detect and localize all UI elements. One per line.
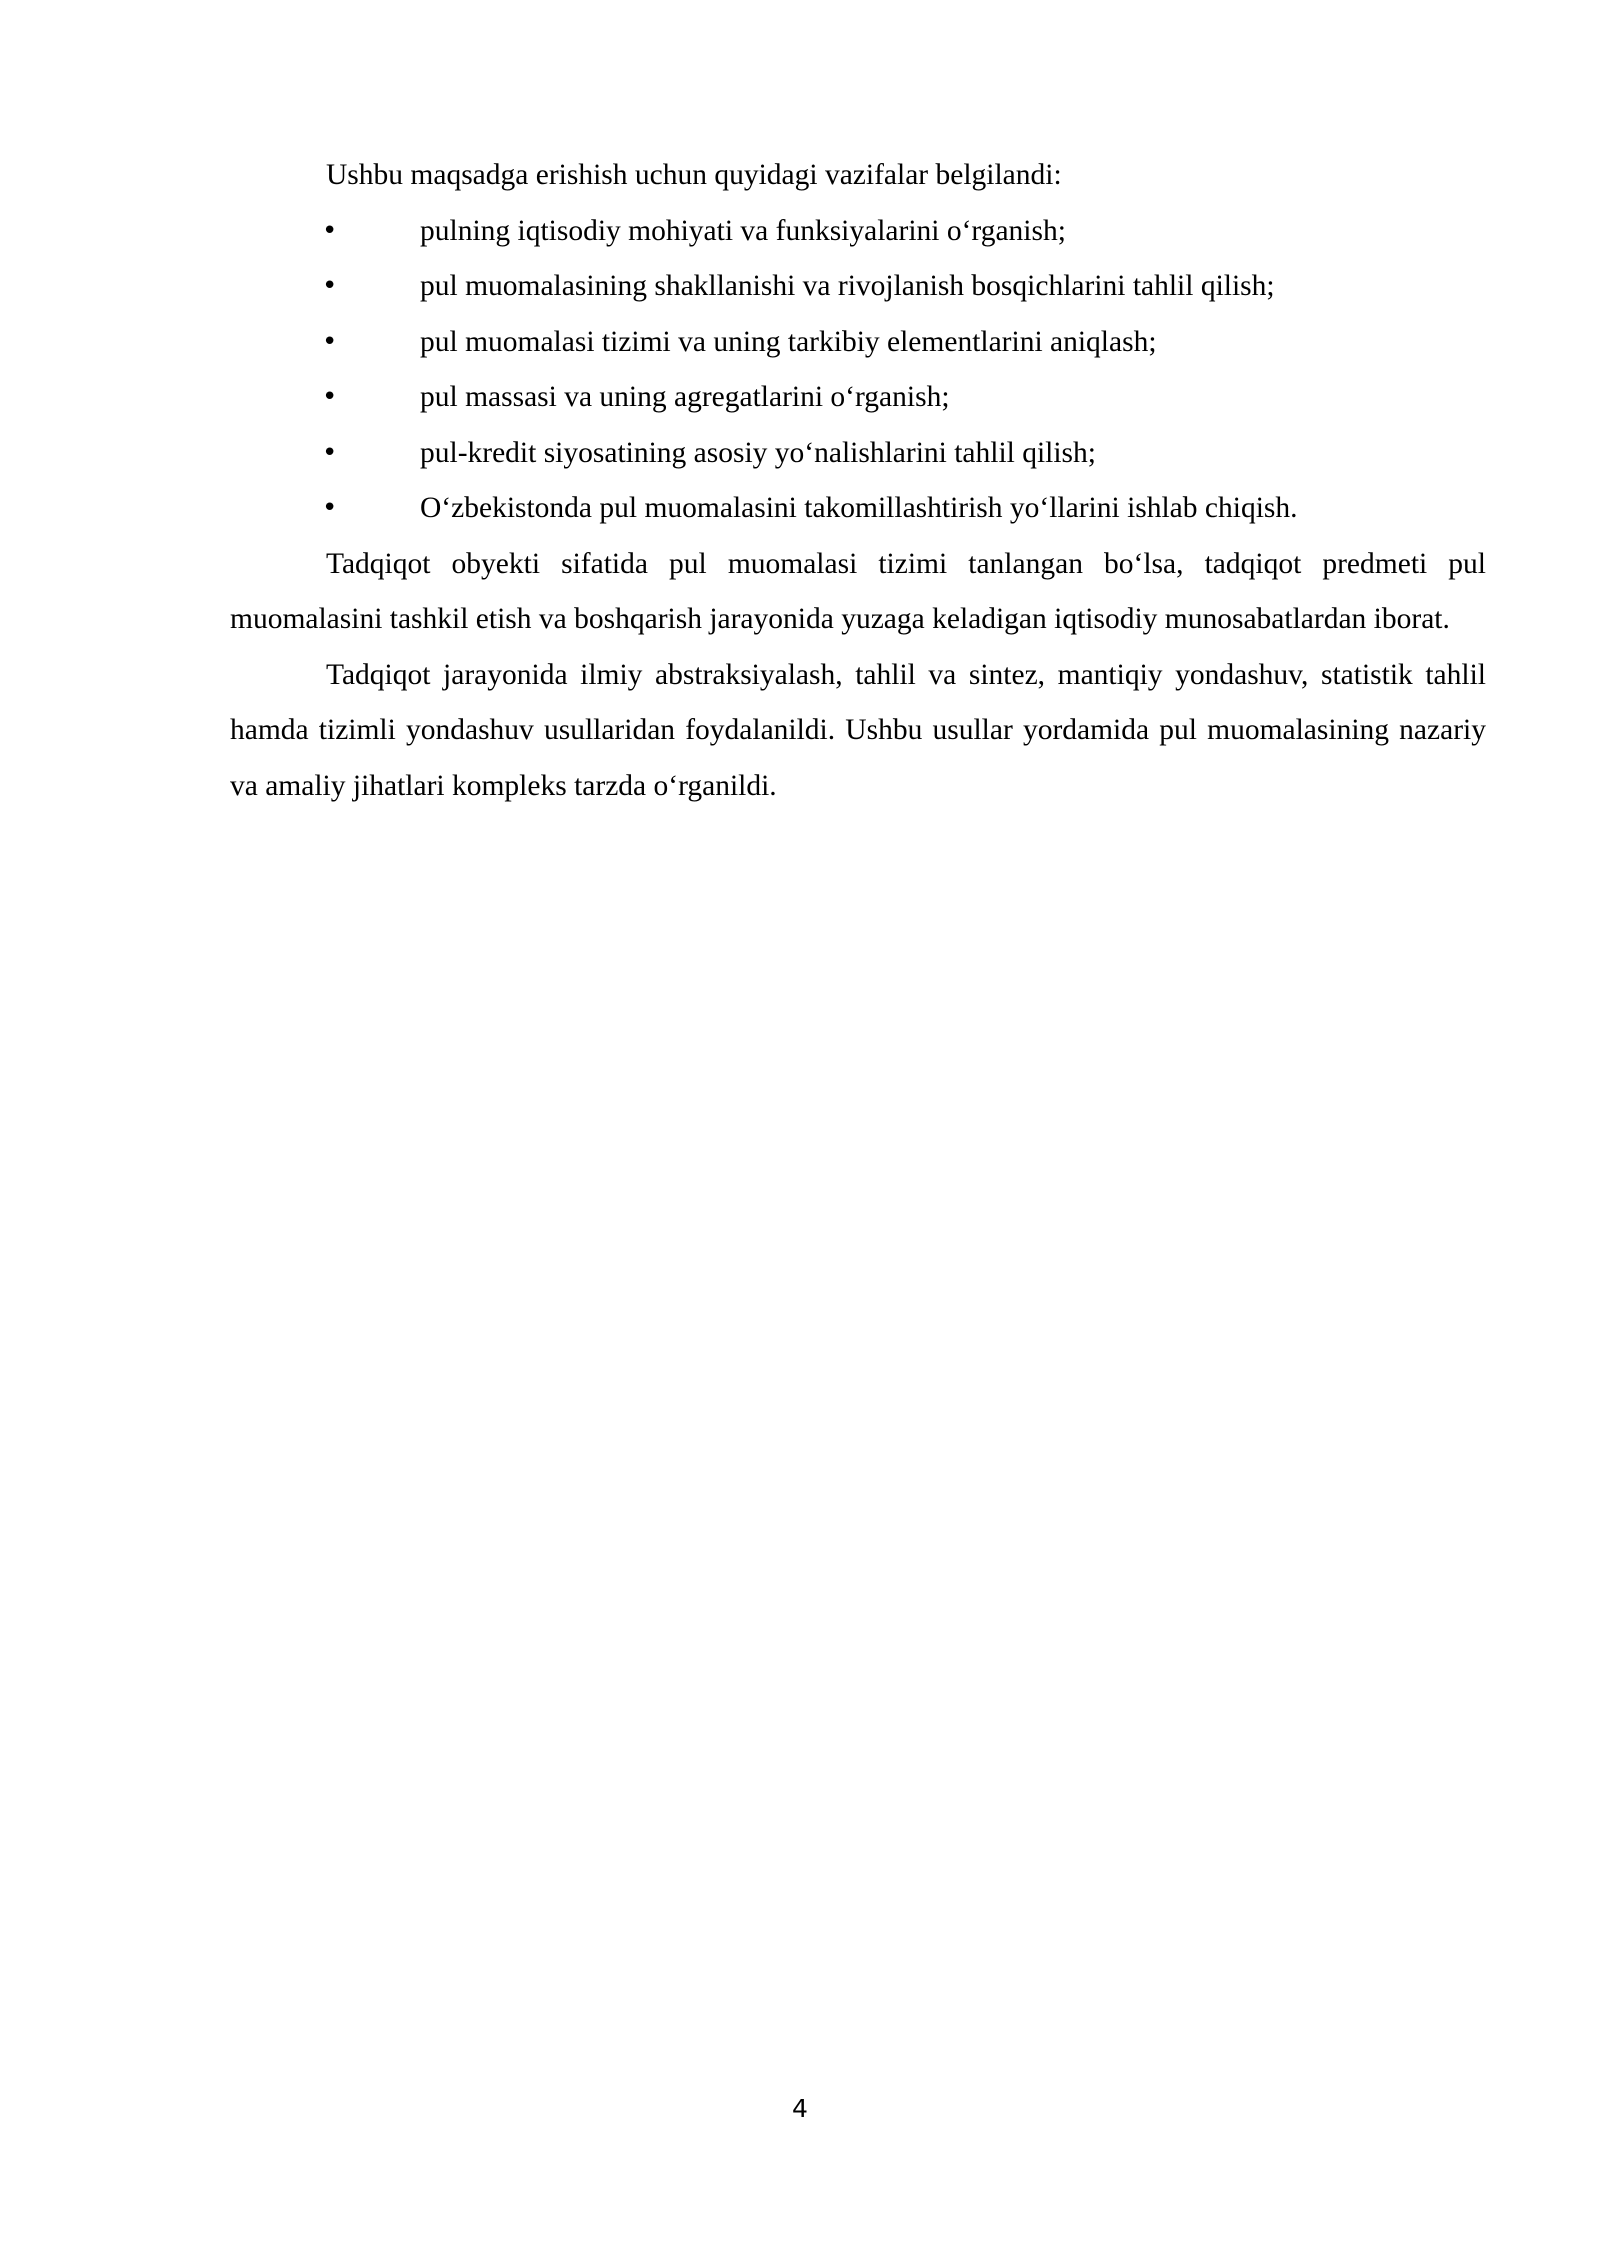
tasks-list [230,204,1486,537]
research-methods-paragraph: Tadqiqot jarayonida ilmiy abstraksiyalash, tahlil va sintez, mantiqiy yondashuv, statistik tahlil hamda tizimli yondashuv usullaridan foydalanildi. Ushbu usullar yordamida pul muomalasining nazariy va amaliy jihatlari kompleks tarzda o‘rganildi. [230,658,1486,802]
list-item [230,315,1486,371]
bullet-icon: • [322,271,338,301]
tasks-intro: Ushbu maqsadga erishish uchun quyidagi vazifalar belgilandi: [326,159,1062,191]
list-item [230,426,1486,482]
list-item-text: pulning iqtisodiy mohiyati va funksiyalarini o‘rganish; [420,214,1066,247]
list-item-text: pul muomalasi tizimi va uning tarkibiy elementlarini aniqlash; [420,325,1157,358]
list-item-text: pul massasi va uning agregatlarini o‘rganish; [420,381,950,413]
body-text [230,148,1486,814]
list-item-text: O‘zbekistonda pul muomalasini takomillashtirish yo‘llarini ishlab chiqish. [420,492,1298,524]
list-item-text: pul muomalasining shakllanishi va rivojlanish bosqichlarini tahlil qilish; [420,270,1275,302]
bullet-icon: • [322,326,338,357]
list-item [230,481,1486,537]
list-item [230,204,1486,260]
page-number: 4 [792,2094,808,2123]
list-item [230,370,1486,426]
bullet-icon: • [322,382,338,412]
bullet-icon: • [322,493,338,523]
list-item-text: pul-kredit siyosatining asosiy yo‘nalishlarini tahlil qilish; [420,436,1096,469]
research-object-paragraph: Tadqiqot obyekti sifatida pul muomalasi tizimi tanlangan bo‘lsa, tadqiqot predmeti pul muomalasini tashkil etish va boshqarish jarayonida yuzaga keladigan iqtisodiy munosabatlardan iborat. [230,547,1486,635]
list-item [230,259,1486,315]
bullet-icon: • [322,215,338,246]
bullet-icon: • [322,437,338,468]
